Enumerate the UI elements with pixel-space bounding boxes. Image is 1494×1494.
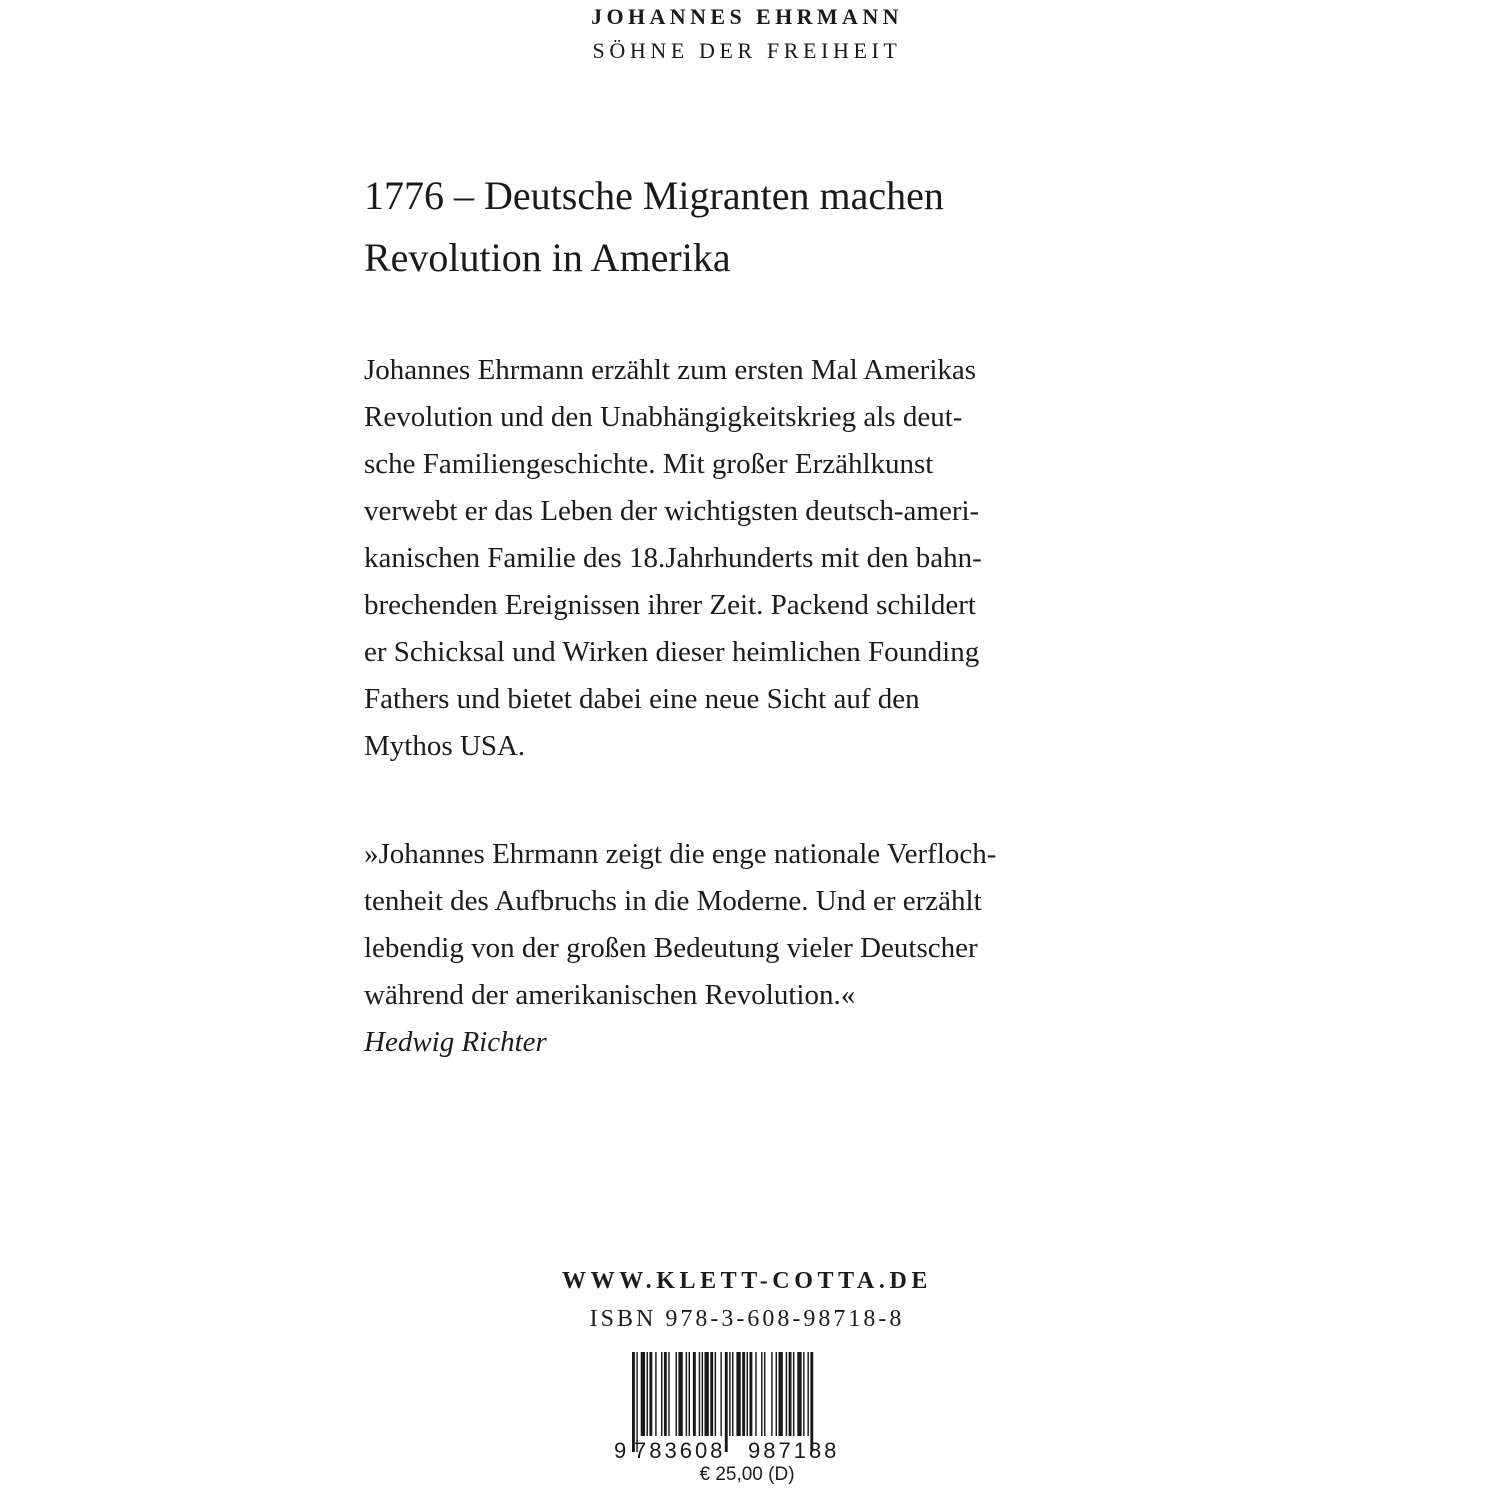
description-line: sche Familiengeschichte. Mit großer Erzählkunst: [364, 448, 934, 480]
description-line: Fathers und bietet dabei eine neue Sicht auf den: [364, 683, 920, 715]
barcode: [612, 1348, 870, 1460]
quote-line: während der amerikanischen Revolution.«: [364, 979, 856, 1011]
description: [364, 347, 1164, 770]
description-line: brechenden Ereignissen ihrer Zeit. Packend schildert: [364, 589, 976, 621]
publisher-website: WWW.KLETT-COTTA.DE: [562, 1268, 932, 1294]
description-line: Revolution und den Unabhängigkeitskrieg als deut-: [364, 401, 963, 433]
description-line: Mythos USA.: [364, 730, 526, 762]
description-line: kanischen Familie des 18.Jahrhunderts mit den bahn-: [364, 542, 982, 574]
headline-line-1: 1776 – Deutsche Migranten machen: [364, 173, 944, 218]
barcode-digits-left: 783608: [634, 1438, 726, 1460]
barcode-digits-right: 987188: [748, 1438, 840, 1460]
quote-line: tenheit des Aufbruchs in die Moderne. Und er erzählt: [364, 885, 982, 917]
description-line: er Schicksal und Wirken dieser heimlichen Founding: [364, 636, 980, 668]
spine-title: SÖHNE DER FREIHEIT: [592, 38, 902, 63]
spine-author: JOHANNES EHRMANN: [591, 4, 903, 29]
barcode-digit-first: 9: [614, 1438, 627, 1460]
headline-line-2: Revolution in Amerika: [364, 235, 731, 280]
quote-author: Hedwig Richter: [364, 1026, 547, 1058]
description-line: Johannes Ehrmann erzählt zum ersten Mal Amerikas: [364, 354, 977, 386]
isbn: ISBN 978-3-608-98718-8: [589, 1306, 905, 1332]
review-quote: [364, 831, 1164, 1019]
barcode-bars: [632, 1352, 813, 1452]
price: € 25,00 (D): [699, 1464, 795, 1485]
quote-line: »Johannes Ehrmann zeigt die enge nationale Verfloch-: [364, 838, 997, 870]
quote-line: lebendig von der großen Bedeutung vieler Deutscher: [364, 932, 978, 964]
description-line: verwebt er das Leben der wichtigsten deutsch-ameri-: [364, 495, 980, 527]
headline: [364, 165, 1144, 289]
